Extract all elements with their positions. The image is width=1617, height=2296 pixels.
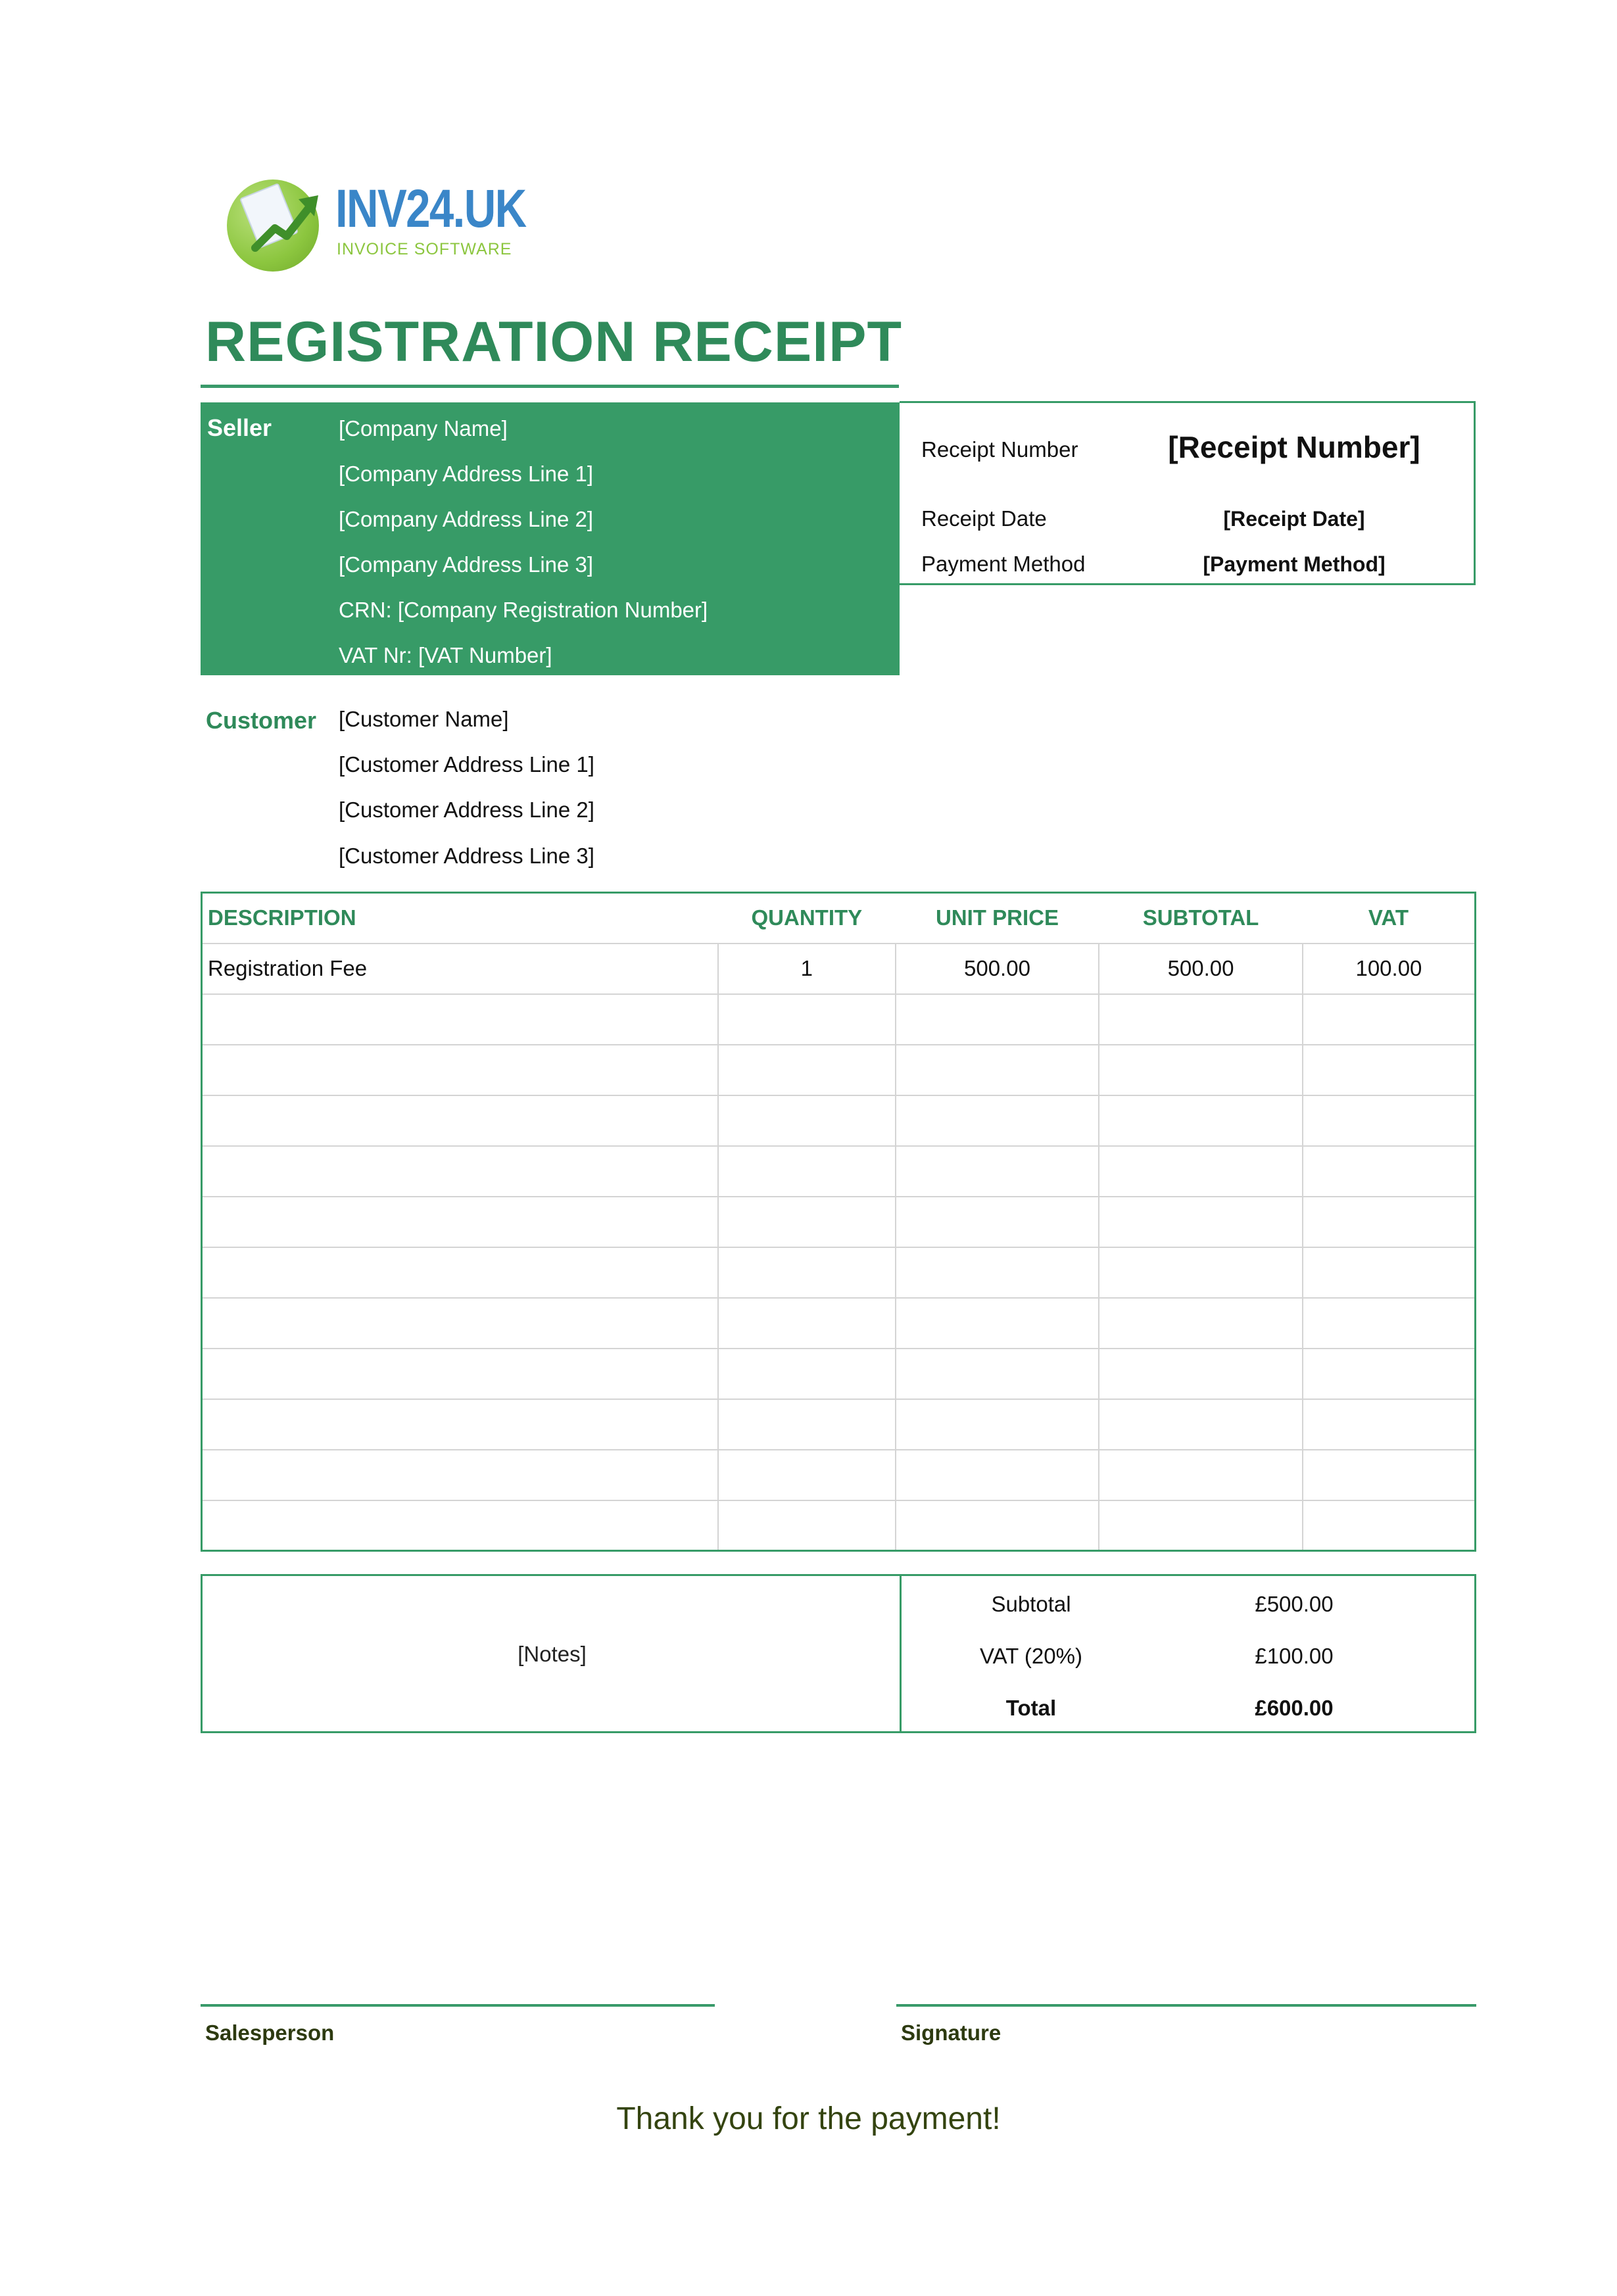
- cell-subtotal: [1099, 1095, 1303, 1146]
- cell-description: [202, 1247, 718, 1298]
- cell-unit-price: [896, 1045, 1099, 1095]
- vat-value: £100.00: [1255, 1644, 1334, 1668]
- logo-wordmark: INV24.UK: [335, 179, 526, 239]
- cell-subtotal: [1099, 1247, 1303, 1298]
- cell-unit-price: [896, 1146, 1099, 1197]
- vat-label: VAT (20%): [980, 1644, 1082, 1668]
- total-value: £600.00: [1255, 1696, 1334, 1720]
- receipt-number-label: Receipt Number: [921, 437, 1078, 462]
- cell-unit-price: [896, 1298, 1099, 1349]
- cell-subtotal: [1099, 994, 1303, 1045]
- cell-description: [202, 994, 718, 1045]
- cell-unit-price: [896, 1399, 1099, 1450]
- company-logo: [227, 174, 529, 276]
- table-row: [202, 1045, 1476, 1095]
- cell-subtotal: 500.00: [1099, 944, 1303, 994]
- payment-method-label: Payment Method: [921, 552, 1086, 576]
- thank-you-message: Thank you for the payment!: [616, 2101, 1001, 2136]
- table-row: [202, 1146, 1476, 1197]
- cell-quantity: 1: [718, 944, 896, 994]
- cell-unit-price: [896, 1095, 1099, 1146]
- seller-address-line-2: [Company Address Line 2]: [339, 507, 594, 531]
- table-row: [202, 1349, 1476, 1399]
- cell-subtotal: [1099, 1146, 1303, 1197]
- cell-description: [202, 1500, 718, 1551]
- seller-vat-number: VAT Nr: [VAT Number]: [339, 643, 552, 667]
- table-row: [202, 1500, 1476, 1551]
- cell-vat: [1303, 1298, 1476, 1349]
- signature-line: [896, 2004, 1476, 2007]
- header-vat: VAT: [1303, 893, 1476, 944]
- cell-quantity: [718, 1298, 896, 1349]
- seller-crn: CRN: [Company Registration Number]: [339, 598, 708, 622]
- title-divider: [201, 385, 899, 388]
- header-quantity: QUANTITY: [718, 893, 896, 944]
- cell-description: [202, 1197, 718, 1247]
- cell-unit-price: 500.00: [896, 944, 1099, 994]
- customer-address-line-1: [Customer Address Line 1]: [339, 752, 594, 777]
- logo-growth-arrow-icon: [250, 187, 322, 260]
- notes-text: [Notes]: [518, 1642, 587, 1666]
- total-label: Total: [1005, 1696, 1057, 1720]
- cell-subtotal: [1099, 1298, 1303, 1349]
- customer-name: [Customer Name]: [339, 707, 509, 731]
- salesperson-signature-line: [201, 2004, 715, 2007]
- header-description: DESCRIPTION: [202, 893, 718, 944]
- header-unit-price: UNIT PRICE: [896, 893, 1099, 944]
- table-row: [202, 1450, 1476, 1500]
- cell-description: [202, 1095, 718, 1146]
- cell-unit-price: [896, 1349, 1099, 1399]
- header-subtotal: SUBTOTAL: [1099, 893, 1303, 944]
- receipt-info-box: [900, 401, 1476, 585]
- receipt-date-value: [Receipt Date]: [1223, 507, 1365, 531]
- customer-address-line-2: [Customer Address Line 2]: [339, 798, 594, 822]
- logo-tagline: INVOICE SOFTWARE: [337, 240, 512, 258]
- seller-section: [201, 402, 900, 675]
- cell-vat: [1303, 994, 1476, 1045]
- cell-subtotal: [1099, 1500, 1303, 1551]
- customer-address-line-3: [Customer Address Line 3]: [339, 844, 594, 868]
- cell-description: [202, 1146, 718, 1197]
- cell-unit-price: [896, 994, 1099, 1045]
- cell-description: [202, 1399, 718, 1450]
- cell-vat: [1303, 1247, 1476, 1298]
- cell-description: [202, 1450, 718, 1500]
- cell-quantity: [718, 1349, 896, 1399]
- cell-unit-price: [896, 1197, 1099, 1247]
- cell-quantity: [718, 1500, 896, 1551]
- cell-vat: [1303, 1095, 1476, 1146]
- cell-subtotal: [1099, 1197, 1303, 1247]
- cell-unit-price: [896, 1500, 1099, 1551]
- cell-description: [202, 1045, 718, 1095]
- cell-vat: [1303, 1146, 1476, 1197]
- cell-subtotal: [1099, 1450, 1303, 1500]
- cell-vat: [1303, 1450, 1476, 1500]
- cell-vat: [1303, 1197, 1476, 1247]
- items-table: [201, 892, 1476, 1552]
- customer-label: Customer: [206, 707, 317, 734]
- cell-subtotal: [1099, 1045, 1303, 1095]
- items-header-row: [202, 893, 1476, 944]
- cell-quantity: [718, 1247, 896, 1298]
- cell-vat: 100.00: [1303, 944, 1476, 994]
- table-row: [202, 1095, 1476, 1146]
- seller-address-line-1: [Company Address Line 1]: [339, 462, 594, 486]
- cell-quantity: [718, 1197, 896, 1247]
- cell-description: Registration Fee: [202, 944, 718, 994]
- totals-section: [201, 1574, 1476, 1733]
- subtotal-label: Subtotal: [991, 1592, 1071, 1616]
- table-row: [202, 994, 1476, 1045]
- table-row: [202, 1298, 1476, 1349]
- receipt-number-value: [Receipt Number]: [1168, 430, 1420, 464]
- page-title: REGISTRATION RECEIPT: [205, 310, 903, 373]
- signature-label: Signature: [901, 2021, 1002, 2045]
- table-row: [202, 1247, 1476, 1298]
- cell-vat: [1303, 1045, 1476, 1095]
- salesperson-label: Salesperson: [205, 2021, 335, 2045]
- cell-description: [202, 1298, 718, 1349]
- cell-quantity: [718, 994, 896, 1045]
- table-row: [202, 944, 1476, 994]
- cell-unit-price: [896, 1450, 1099, 1500]
- seller-label: Seller: [207, 414, 272, 441]
- cell-quantity: [718, 1399, 896, 1450]
- cell-quantity: [718, 1450, 896, 1500]
- cell-subtotal: [1099, 1349, 1303, 1399]
- table-row: [202, 1197, 1476, 1247]
- cell-vat: [1303, 1500, 1476, 1551]
- cell-quantity: [718, 1095, 896, 1146]
- table-row: [202, 1399, 1476, 1450]
- cell-description: [202, 1349, 718, 1399]
- payment-method-value: [Payment Method]: [1203, 552, 1386, 576]
- cell-quantity: [718, 1146, 896, 1197]
- notes-area: [203, 1576, 902, 1731]
- receipt-date-label: Receipt Date: [921, 506, 1047, 531]
- seller-address-line-3: [Company Address Line 3]: [339, 552, 594, 577]
- cell-subtotal: [1099, 1399, 1303, 1450]
- seller-company-name: [Company Name]: [339, 416, 508, 441]
- cell-quantity: [718, 1045, 896, 1095]
- cell-vat: [1303, 1399, 1476, 1450]
- cell-unit-price: [896, 1247, 1099, 1298]
- cell-vat: [1303, 1349, 1476, 1399]
- subtotal-value: £500.00: [1255, 1592, 1334, 1616]
